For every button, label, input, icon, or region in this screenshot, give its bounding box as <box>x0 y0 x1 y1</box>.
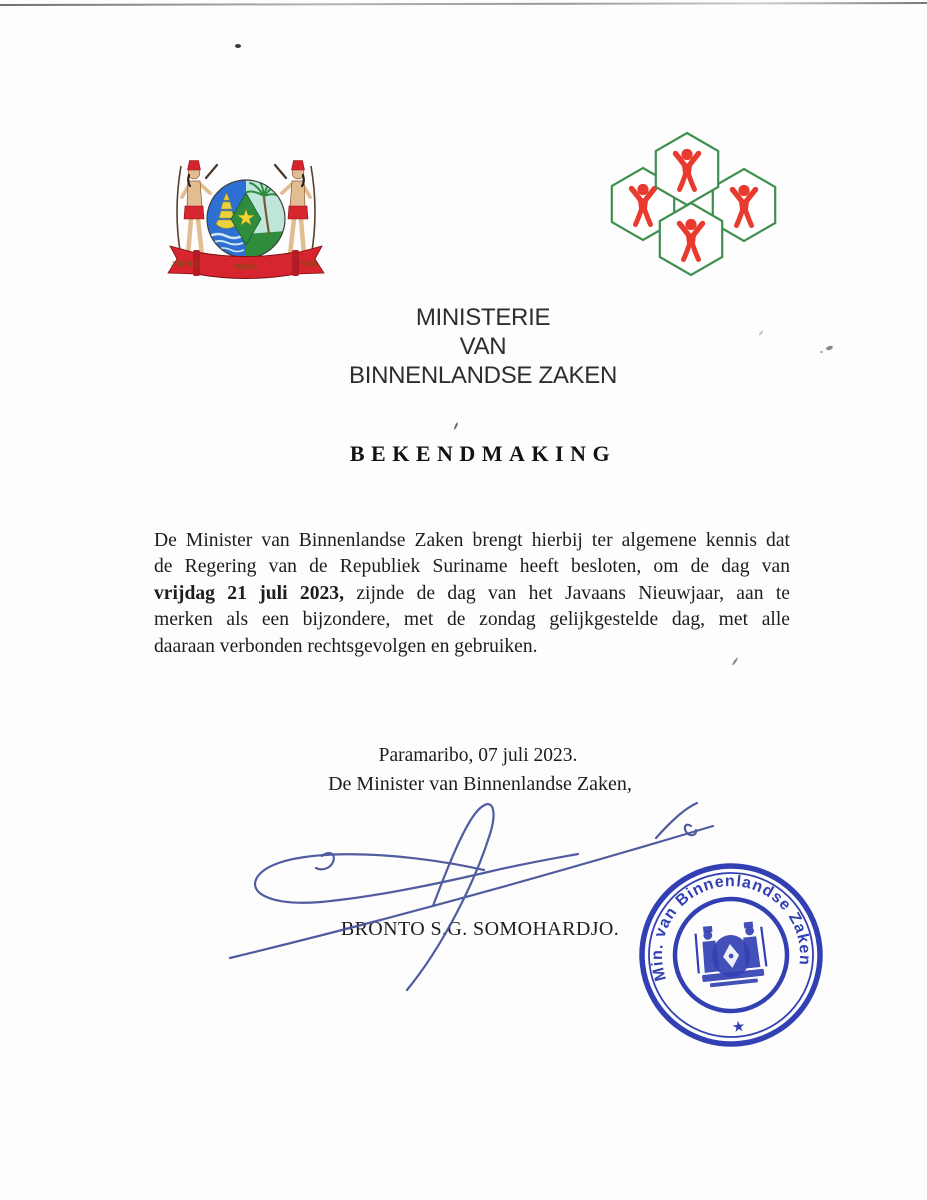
ministry-line-3: BINNENLANDSE ZAKEN <box>349 362 617 389</box>
body-paragraph <box>154 528 790 660</box>
body-line: merken als een bijzondere, met de zondag gelijkgestelde dag, met alle <box>154 609 790 631</box>
stamp-star-icon: ★ <box>731 1018 747 1037</box>
hexagon-people-logo-icon <box>606 122 778 278</box>
body-line-rest: zijnde de dag van het Javaans Nieuwjaar, aan te <box>356 582 790 604</box>
body-line: De Minister van Binnenlandse Zaken brengt hierbij ter algemene kennis dat <box>154 530 790 551</box>
highlighted-date: vrijdag 21 juli 2023, <box>154 582 357 604</box>
motto-word: FIDES <box>298 261 318 268</box>
document-title: BEKENDMAKING <box>349 441 617 466</box>
body-line: daaraan verbonden rechtsgevolgen en gebruiken. <box>154 635 538 657</box>
minister-name: BRONTO S.G. SOMOHARDJO. <box>340 918 620 940</box>
motto-word: JUSTITIA <box>171 261 199 268</box>
scan-speck <box>453 422 458 430</box>
motto-word: PIETAS <box>235 264 257 271</box>
minister-title: De Minister van Binnenlandse Zaken, <box>328 773 632 795</box>
suriname-coat-of-arms-icon <box>160 136 335 288</box>
ministry-line-2: VAN <box>459 333 507 360</box>
ministry-line-1: MINISTERIE <box>415 304 551 331</box>
body-line <box>154 581 790 607</box>
stamp-emblem <box>694 921 768 989</box>
place-and-date: Paramaribo, 07 juli 2023. <box>378 745 578 766</box>
ministry-header <box>63 303 903 390</box>
stamp-ring-text: Min. van Binnenlandse Zaken <box>648 873 814 983</box>
ministry-round-stamp <box>636 860 826 1050</box>
body-line: de Regering van de Republiek Suriname heeft besloten, om de dag van <box>154 556 790 578</box>
scan-speck <box>235 44 241 48</box>
scan-edge-line <box>0 2 927 6</box>
